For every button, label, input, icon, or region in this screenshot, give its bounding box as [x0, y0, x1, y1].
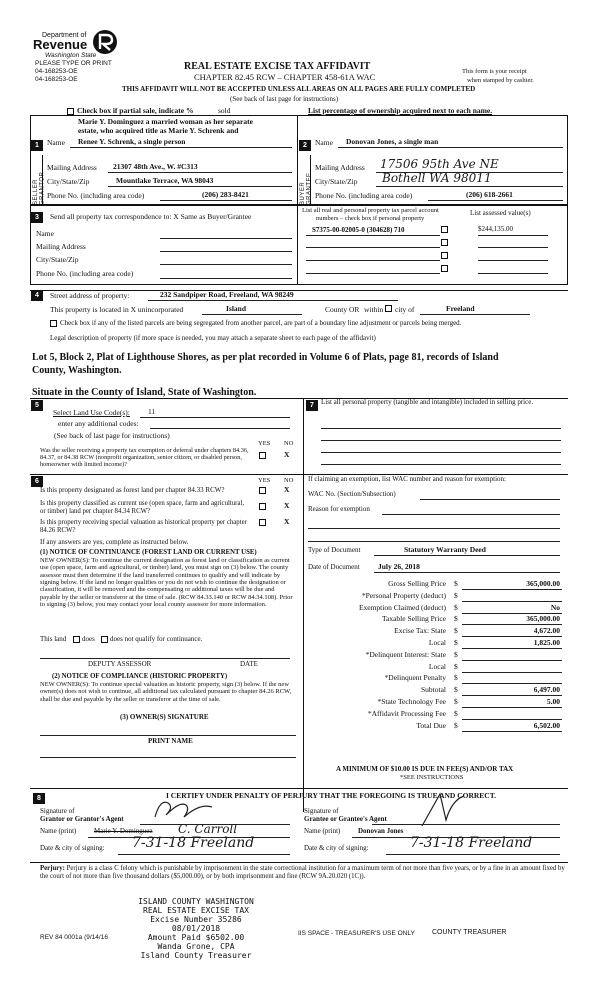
tax-row-value[interactable]: 6,497.00 — [533, 685, 560, 695]
section-2-number: 2 — [299, 140, 311, 151]
exemption-question: Was the seller receiving a property tax exemption or deferral under chapters 84.36, 84.37, or 84.38 RCW (nonprofit organization, senior citizen, or disabled person, homeowner with limited income)? — [40, 447, 249, 469]
receipt-line2: when stamped by cashier. — [467, 77, 534, 84]
current-use-yes-checkbox[interactable] — [259, 503, 266, 510]
corr-name-label: Name — [36, 229, 54, 238]
city-of-label: city of — [395, 305, 415, 314]
grantee-phone-label: Phone No. (including area code) — [315, 191, 413, 200]
assessed-value-1[interactable]: $244,135.00 — [478, 225, 513, 233]
warning-text: THIS AFFIDAVIT WILL NOT BE ACCEPTED UNLESS ALL AREAS ON ALL PAGES ARE FULLY COMPLETED — [122, 85, 476, 93]
sold-label: sold — [218, 106, 231, 115]
form-subtitle: CHAPTER 82.45 RCW – CHAPTER 458-61A WAC — [194, 72, 376, 82]
land-use-label: Select Land Use Code(s): — [53, 408, 130, 417]
deputy-assessor-label: DEPUTY ASSESSOR — [88, 660, 152, 668]
if-yes-note: If any answers are yes, complete as instructed below. — [40, 538, 189, 546]
grantee-sig-label-1: Signature of — [304, 807, 339, 815]
personal-property-line-2[interactable] — [321, 440, 561, 441]
tax-row-underline — [462, 601, 562, 602]
grantee-phone-field[interactable]: (206) 618-2661 — [466, 190, 513, 199]
grantee-date-field[interactable]: 7-31-18 Freeland — [410, 835, 533, 851]
historic-no-mark[interactable]: X — [284, 517, 290, 526]
tax-row-label: *Personal Property (deduct) — [361, 590, 446, 600]
grantor-name-line2: estate, who acquired title as Marie Y. Schrenk and — [78, 126, 239, 135]
does-not-label: does not qualify for continuance. — [110, 635, 203, 643]
deputy-date-label: DATE — [240, 660, 258, 668]
grantor-mailing-label: Mailing Address — [47, 163, 97, 172]
forest-land-yes-checkbox[interactable] — [259, 487, 266, 494]
historic-yes-checkbox[interactable] — [259, 519, 266, 526]
assessed-field-4[interactable] — [478, 273, 548, 274]
personal-property-line-1[interactable] — [321, 428, 561, 429]
legal-description-line3: Situate in the County of Island, State of Washington. — [32, 387, 257, 398]
wac-number-label: WAC No. (Section/Subsection) — [308, 490, 396, 498]
tax-row-currency: $ — [454, 602, 458, 612]
personal-property-line-3[interactable] — [321, 452, 561, 453]
section5-yes: YES — [258, 440, 271, 447]
tax-row-currency: $ — [454, 614, 458, 624]
grantor-print-typed: Marie Y. Dominguez — [94, 827, 153, 835]
exemption-reason-field-3[interactable] — [308, 541, 560, 542]
grantor-date-label: Date & city of signing: — [40, 844, 105, 852]
within-city-checkbox[interactable] — [385, 305, 392, 312]
grantor-mailing-field[interactable]: 21307 48th Ave., W. #C313 — [113, 162, 198, 171]
corr-city-label: City/State/Zip — [36, 255, 79, 264]
grantor-name-line3: Renee Y. Schrenk, a single person — [78, 137, 186, 146]
current-use-question: Is this property classified as current use (open space, farm and agricultural, or timber) land per chapter 84.34 RCW? — [40, 500, 245, 515]
tax-row-underline — [462, 660, 562, 661]
section-8-number: 8 — [33, 793, 45, 804]
receipt-line1: This form is your receipt — [462, 68, 527, 75]
tax-row-label: Total Due — [416, 720, 446, 730]
legal-description-line2: County, Washington. — [32, 365, 122, 376]
exemption-claim-label: If claiming an exemption, list WAC number and reason for exemption: — [308, 475, 506, 483]
tax-row-currency: $ — [454, 638, 458, 647]
legal-description-label: Legal description of property (if more space is needed, you may attach a separate sheet to each page of the affidavit) — [50, 334, 376, 342]
perjury-text: Perjury is a class C felony which is punishable by imprisonment in the state correctional institution for a maximum term of not more than five years, or by a fine in an amount fixed by the court of not more than five thousand dollars ($5,000.00), or by both imprisonment and fine (RCW 9A.20.020 (1C)). — [40, 865, 565, 880]
section-3-number: 3 — [31, 212, 43, 223]
grantee-mailing-field[interactable]: 17506 95th Ave NE — [380, 157, 499, 171]
stamp-line-2: REAL ESTATE EXCISE TAX — [143, 906, 249, 916]
grantor-date-field[interactable]: 7-31-18 Freeland — [132, 835, 255, 851]
form-id-1: 04-168253-OE — [35, 68, 78, 75]
partial-sale-label: Check box if partial sale, indicate % — [77, 106, 194, 115]
perjury-label: Perjury: — [40, 865, 65, 872]
owner-print-name-line[interactable] — [40, 757, 296, 758]
tax-row-label: Excise Tax: State — [394, 626, 446, 636]
personal-property-label: List all personal property (tangible and intangible) included in selling price. — [321, 398, 534, 406]
tax-row-underline — [462, 648, 562, 649]
tax-row-label: Subtotal — [420, 685, 446, 695]
treasurer-use-only: IIS SPACE - TREASURER'S USE ONLY — [298, 930, 415, 937]
grantee-mailing-label: Mailing Address — [315, 163, 365, 172]
grantor-print-handwritten[interactable]: C. Carroll — [178, 822, 238, 836]
owner-signature-line[interactable] — [40, 735, 296, 736]
ownership-label: List percentage of ownership acquired next to each name. — [308, 106, 493, 115]
personal-property-checkbox-4[interactable] — [441, 265, 448, 272]
land-does-not-checkbox[interactable] — [101, 636, 108, 643]
tax-row-label: *Affidavit Processing Fee — [367, 708, 446, 718]
tax-row-label: Exemption Claimed (deduct) — [358, 602, 446, 612]
personal-property-checkbox-2[interactable] — [441, 239, 448, 246]
additional-codes-label: enter any additional codes: — [58, 419, 139, 428]
does-label: does — [82, 635, 95, 643]
partial-sale-checkbox[interactable] — [67, 108, 74, 115]
tax-row-currency: $ — [454, 708, 458, 718]
owner-signature-label: (3) OWNER(S) SIGNATURE — [120, 713, 209, 721]
tax-row-label: Local — [428, 661, 446, 671]
wac-number-field[interactable] — [420, 499, 560, 500]
section-1-number: 1 — [31, 140, 43, 151]
section-6-number: 6 — [31, 476, 43, 487]
street-address-label: Street address of property: — [50, 291, 130, 300]
grantor-name-label: Name — [47, 138, 65, 147]
grantee-signature-line[interactable] — [372, 824, 560, 825]
forest-land-question: Is this property designated as forest land per chapter 84.33 RCW? — [40, 486, 225, 494]
within-label: within — [364, 305, 384, 314]
tax-row-label: Taxable Selling Price — [381, 614, 446, 624]
street-address-field[interactable]: 232 Sandpiper Road, Freeland, WA 98249 — [160, 290, 294, 299]
forest-land-no-mark[interactable]: X — [284, 485, 290, 494]
section6-yes: YES — [258, 477, 271, 484]
tax-row-label: *Delinquent Penalty — [384, 673, 446, 683]
historic-question: Is this property receiving special valuation as historical property per chapter 84.26 RCW? — [40, 519, 247, 534]
perjury-statement — [40, 865, 565, 880]
grantor-sig-label-1: Signature of — [40, 807, 75, 815]
stamp-line-4: 08/01/2018 — [171, 924, 221, 934]
located-label: This property is located in X unincorporated — [50, 305, 184, 314]
grantor-print-label: Name (print) — [40, 827, 77, 835]
seller-grantor-label: SELLER GRANTOR — [33, 171, 46, 205]
treasurer-stamp — [116, 897, 276, 960]
notice-compliance-title: (2) NOTICE OF COMPLIANCE (HISTORIC PROPERTY) — [52, 673, 228, 680]
tax-row-underline — [462, 707, 562, 708]
parcel-header-1: List all real and personal property tax parcel account — [302, 207, 439, 214]
current-use-no-mark[interactable]: X — [284, 501, 290, 510]
tax-row-label: Local — [428, 638, 446, 647]
parcel-header-2: numbers – check box if personal property — [316, 215, 425, 222]
exemption-reason-label: Reason for exemption — [308, 505, 370, 513]
tax-row-value[interactable]: No — [550, 602, 560, 612]
section-7-number: 7 — [306, 400, 318, 411]
tax-row-value[interactable]: 365,000.00 — [526, 579, 560, 588]
tax-row-currency: $ — [454, 626, 458, 636]
tax-row-underline — [462, 719, 562, 720]
tax-row-currency: $ — [454, 661, 458, 671]
county-treasurer-label: COUNTY TREASURER — [432, 929, 507, 936]
stamp-line-5: Amount Paid $6502.00 — [147, 933, 245, 943]
section-4-number: 4 — [31, 290, 43, 301]
tax-row-value[interactable]: 5.00 — [546, 697, 560, 706]
corr-phone-label: Phone No. (including area code) — [36, 269, 134, 278]
tax-row-value[interactable]: 4,672.00 — [533, 626, 560, 636]
section6-no: NO — [284, 477, 294, 484]
dept-line1: Department of — [42, 32, 87, 39]
grantor-phone-field[interactable]: (206) 283-8421 — [202, 190, 249, 199]
stamp-line-6: Wanda Grone, CPA — [157, 942, 235, 952]
exemption-reason-field[interactable] — [382, 514, 560, 515]
form-title: REAL ESTATE EXCISE TAX AFFIDAVIT — [184, 61, 371, 72]
stamp-line-1: ISLAND COUNTY WASHINGTON — [138, 897, 254, 906]
grantee-city-label: City/State/Zip — [315, 177, 358, 186]
tax-row-underline — [462, 672, 562, 673]
segregation-checkbox[interactable] — [50, 320, 57, 327]
grantor-phone-label: Phone No. (including area code) — [47, 191, 145, 200]
exemption-yes-checkbox[interactable] — [259, 452, 266, 459]
tax-row-underline — [462, 731, 562, 732]
print-name-label: PRINT NAME — [148, 737, 193, 745]
section5-no: NO — [284, 440, 294, 447]
parcel-field-4[interactable] — [306, 273, 440, 274]
notice-compliance-body: NEW OWNER(S): To continue special valuation as historic property, sign (3) below. If the new owner(s) does not wish to continue, all additional tax calculated pursuant to chapter 84.26 RCW, shall be due and payable by the seller or transferor at the time of sale. — [40, 681, 292, 703]
tax-row-value[interactable]: 365,000.00 — [526, 614, 560, 624]
tax-row-currency: $ — [454, 649, 458, 659]
tax-row-label: *State Technology Fee — [377, 697, 446, 706]
assessed-header: List assessed value(s) — [470, 209, 531, 217]
see-back-header: (See back of last page for instructions) — [230, 95, 339, 103]
tax-row-label: *Delinquent Interest: State — [365, 649, 446, 659]
section5-see-back: (See back of last page for instructions) — [54, 431, 170, 440]
corr-name-field[interactable] — [160, 238, 292, 239]
tax-row-currency: $ — [454, 673, 458, 683]
grantor-name-line1: Marie Y. Dominguez a married woman as her separate — [78, 117, 253, 126]
grantee-name-label: Name — [315, 138, 333, 147]
grantor-sig-label-2: Grantor or Grantor's Agent — [40, 815, 124, 823]
notice-continuance-body: NEW OWNER(S): To continue the current designation as forest land or classification as current use (open space, farm and agricultural, or timber) land, you must sign on (3) below. The county assessor must then determine if the land transferred continues to qualify and will indicate by signing below. If the land no longer qualifies or you do not wish to continue the designation or classification, it will be removed and the compensating or additional taxes will be due and payable by the seller or transferor at the time of sale. (RCW 84.33.140 or RCW 84.34.108). Prior to signing (3) below, you may contact your local county assessor for more information. — [40, 557, 293, 609]
doc-type-label: Type of Document — [308, 546, 361, 554]
deputy-assessor-signature-line[interactable] — [40, 658, 290, 659]
personal-property-checkbox-3[interactable] — [441, 252, 448, 259]
tax-row-label: Gross Selling Price — [388, 579, 446, 588]
tax-row-currency: $ — [454, 720, 458, 730]
stamp-line-3: Excise Number 35286 — [150, 915, 242, 925]
grantee-print-label: Name (print) — [304, 827, 341, 835]
tax-row-currency: $ — [454, 590, 458, 600]
county-field[interactable]: Island — [226, 304, 247, 313]
print-instructions: PLEASE TYPE OR PRINT — [35, 60, 112, 67]
corr-phone-field[interactable] — [160, 278, 292, 279]
county-or-label: County OR — [325, 305, 360, 314]
personal-property-line-4[interactable] — [321, 464, 561, 465]
certify-statement: I CERTIFY UNDER PENALTY OF PERJURY THAT THE FOREGOING IS TRUE AND CORRECT. — [166, 791, 497, 800]
grantee-date-label: Date & city of signing: — [304, 844, 369, 852]
city-of-field[interactable]: Freeland — [446, 304, 475, 313]
legal-description-line1: Lot 5, Block 2, Plat of Lighthouse Shores, as per plat recorded in Volume 6 of Plats, page 81, records of Island — [32, 352, 499, 363]
corr-city-field[interactable] — [160, 264, 292, 265]
buyer-grantee-label: BUYER GRANTEE — [300, 172, 313, 205]
land-does-checkbox[interactable] — [73, 636, 80, 643]
tax-row-currency: $ — [454, 685, 458, 695]
doc-date-field[interactable]: July 26, 2018 — [378, 562, 420, 571]
dept-line3: Washington State — [45, 52, 97, 59]
personal-property-checkbox-1[interactable] — [441, 226, 448, 233]
segregation-label: Check box if any of the listed parcels are being segregated from another parcel, are part of a boundary line adjustment or parcels being merged. — [60, 319, 462, 327]
tax-row-currency: $ — [454, 697, 458, 706]
tax-row-value[interactable]: 6,502.00 — [533, 720, 560, 730]
parcel-field-2[interactable] — [306, 247, 440, 248]
parcel-number-1[interactable]: S7375-00-02005-0 (304628) 710 — [312, 226, 405, 234]
corr-mailing-field[interactable] — [160, 251, 292, 252]
revision-number: REV 84 0001a (9/14/16 — [40, 934, 108, 941]
grantor-city-field[interactable]: Mountlake Terrace, WA 98043 — [116, 176, 214, 185]
doc-type-field[interactable]: Statutory Warranty Deed — [404, 545, 486, 554]
grantor-city-label: City/State/Zip — [47, 177, 90, 186]
tax-row-currency: $ — [454, 579, 458, 588]
parcel-field-3[interactable] — [306, 260, 440, 261]
grantee-sig-label-2: Grantee or Grantee's Agent — [304, 815, 387, 823]
notice-continuance-title: (1) NOTICE OF CONTINUANCE (FOREST LAND OR CURRENT USE) — [40, 549, 257, 556]
form-id-2: 04-168253-OE — [35, 76, 78, 83]
grantee-name-field[interactable]: Donovan Jones, a single man — [346, 137, 439, 146]
doc-date-label: Date of Document — [308, 563, 360, 571]
tax-row-underline — [462, 589, 562, 590]
exemption-reason-field-2[interactable] — [308, 528, 560, 529]
stamp-line-7: Island County Treasurer — [140, 951, 252, 961]
tax-row-value[interactable]: 1,825.00 — [533, 638, 560, 647]
corr-mailing-label: Mailing Address — [36, 242, 86, 251]
dept-line2: Revenue — [33, 37, 88, 52]
this-land-label: This land — [40, 635, 67, 643]
send-correspondence-label: Send all property tax correspondence to: X Same as Buyer/Grantee — [50, 212, 252, 221]
grantee-print-field[interactable]: Donovan Jones — [358, 827, 404, 835]
additional-codes-field[interactable] — [150, 428, 290, 429]
section-5-number: 5 — [31, 400, 43, 411]
land-use-field[interactable]: 11 — [148, 407, 156, 416]
minimum-fee-note: A MINIMUM OF $10.00 IS DUE IN FEE(S) AND/OR TAX — [336, 765, 514, 773]
exemption-no-mark[interactable]: X — [284, 450, 290, 459]
assessed-field-3[interactable] — [478, 260, 548, 261]
assessed-field-2[interactable] — [478, 247, 548, 248]
grantor-signature-mark — [150, 797, 220, 823]
see-instructions-note: *SEE INSTRUCTIONS — [400, 774, 464, 781]
grantee-city-field[interactable]: Bothell WA 98011 — [382, 171, 492, 185]
